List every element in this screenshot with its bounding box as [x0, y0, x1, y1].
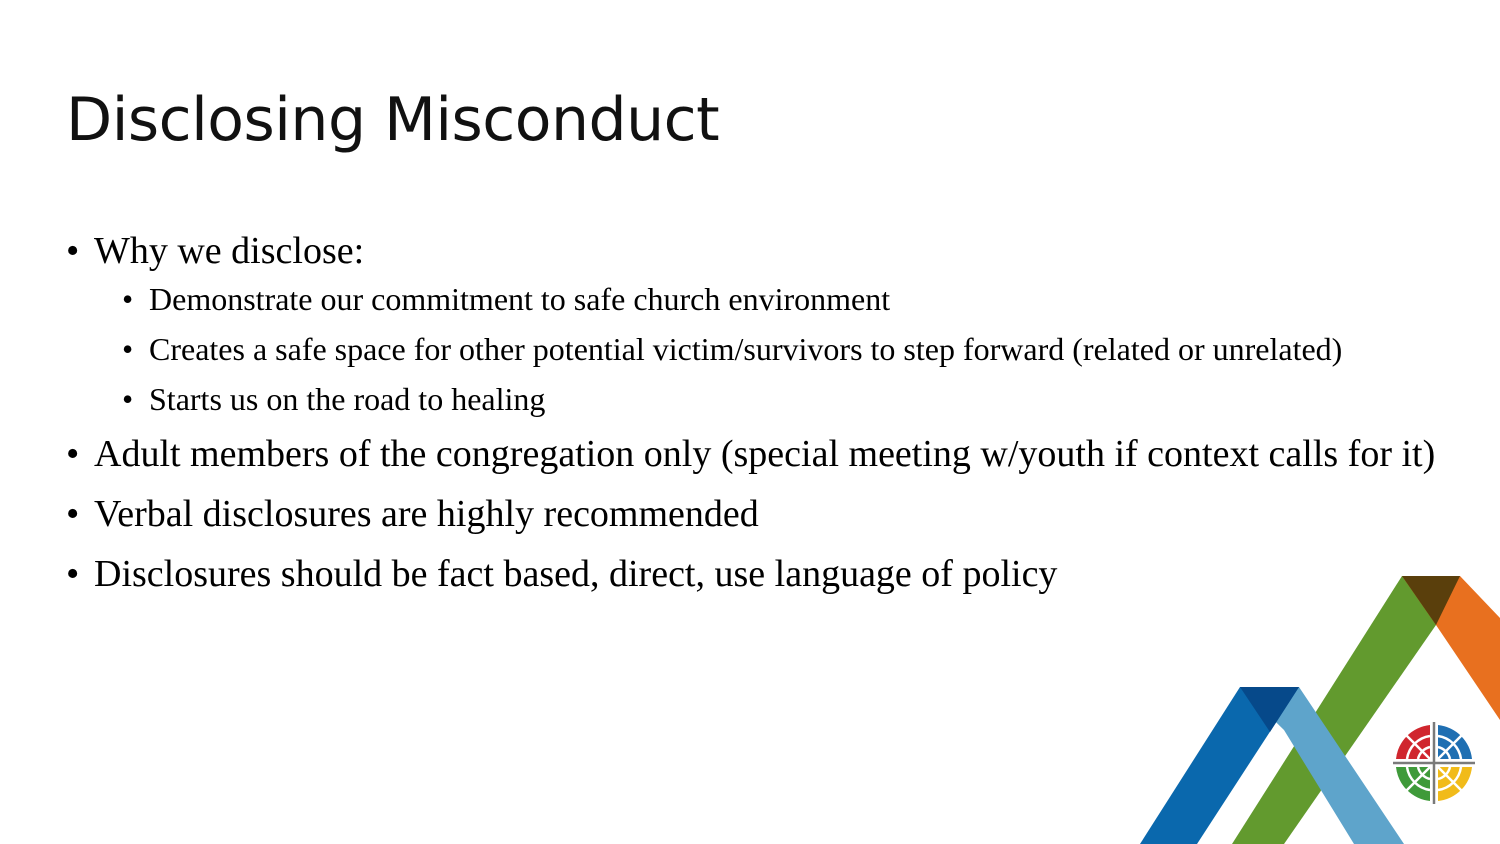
bullet-marker: •: [66, 230, 80, 272]
bullet-marker: •: [122, 381, 134, 417]
sub-bullet-list: [66, 280, 1456, 419]
sub-bullet-item: [122, 330, 1456, 369]
bullet-item: [66, 431, 1456, 477]
bullet-marker: •: [122, 331, 134, 367]
sub-bullet-text: Demonstrate our commitment to safe church environment: [149, 281, 891, 317]
bullet-marker: •: [66, 433, 80, 475]
elca-chevron-cross-logo-icon: [1140, 570, 1500, 844]
slide-title: Disclosing Misconduct: [66, 85, 720, 155]
sub-bullet-text: Starts us on the road to healing: [149, 381, 546, 417]
cross-emblem: [1393, 722, 1475, 804]
bullet-marker: •: [122, 281, 134, 317]
sub-bullet-item: [122, 380, 1456, 419]
bullet-list: [66, 228, 1456, 597]
bullet-text: Adult members of the congregation only (special meeting w/youth if context calls for it): [94, 433, 1436, 475]
slide-body: [66, 228, 1456, 611]
bullet-text: Verbal disclosures are highly recommended: [94, 493, 759, 535]
bullet-text: Why we disclose:: [94, 230, 365, 272]
sub-bullet-text: Creates a safe space for other potential victim/survivors to step forward (related or unrelated): [149, 331, 1343, 367]
sub-bullet-item: [122, 280, 1456, 319]
bullet-marker: •: [66, 553, 80, 595]
bullet-marker: •: [66, 493, 80, 535]
bullet-item: [66, 491, 1456, 537]
bullet-item: [66, 228, 1456, 274]
bullet-text: Disclosures should be fact based, direct, use language of policy: [94, 553, 1058, 595]
